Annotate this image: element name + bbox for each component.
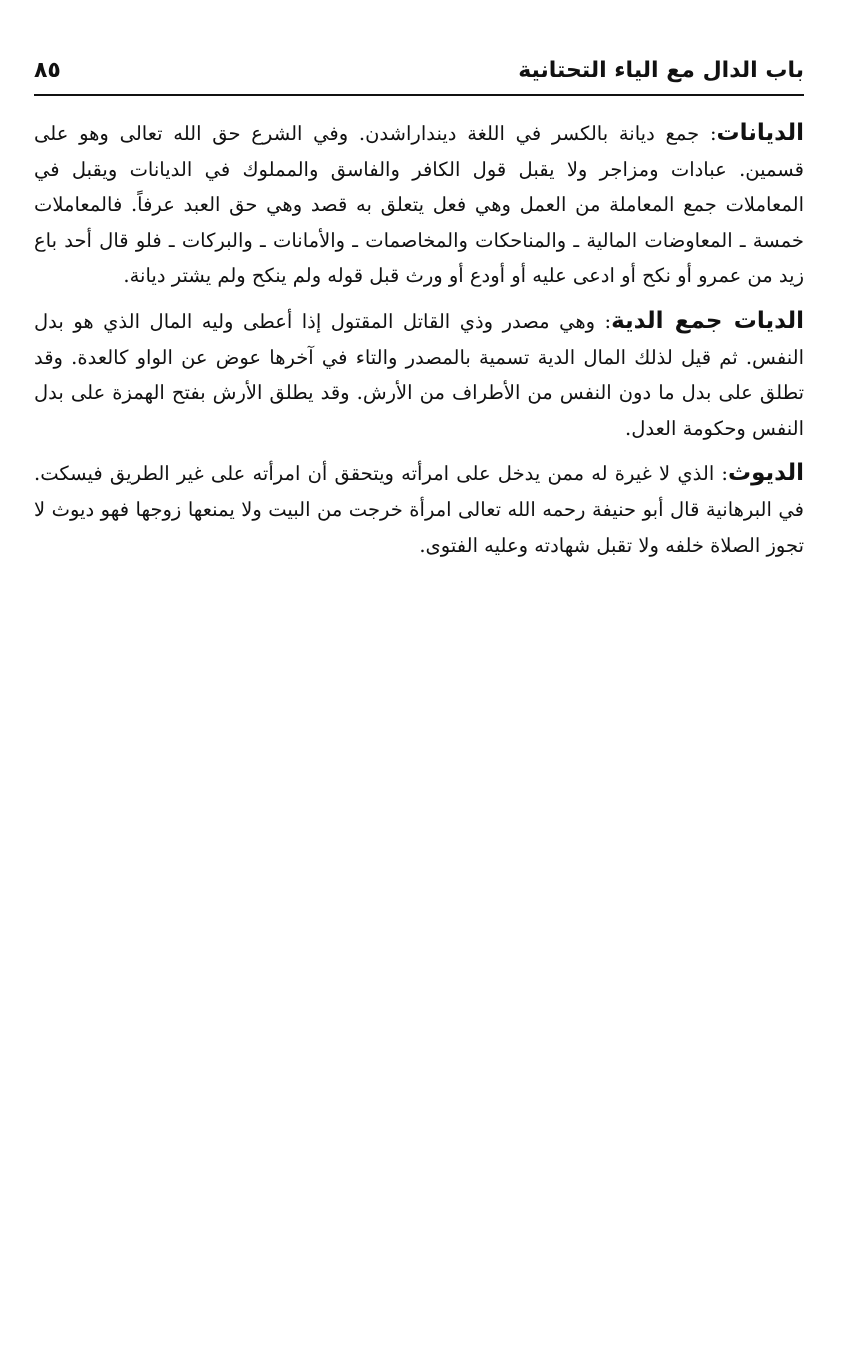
entry-term: الديوث (728, 460, 804, 487)
entry-separator: : (699, 122, 717, 145)
entry-text: وهي مصدر وذي القاتل المقتول إذا أعطى وليه المال الذي هو بدل النفس. ثم قيل لذلك المال الدية تسمية بالمصدر والتاء في آخرها عوض عن الواو كالعدة. وقد تطلق على بدل ما دون النفس من الأطراف من الأرش. وقد يطلق الأرش بفتح الهمزة على بدل النفس وحكومة العدل. (34, 309, 804, 440)
entry-separator: : (595, 309, 612, 333)
entry-dayyuth (34, 456, 804, 563)
page-number: ٨٥ (34, 58, 61, 83)
entry-diyat (34, 304, 804, 446)
entry-text: الذي لا غيرة له ممن يدخل على امرأته ويتحقق أن امرأته على غير الطريق فيسكت. في البرهانية قال أبو حنيفة رحمه الله تعالى امرأة خرجت من البيت ولا يمنعها زوجها فهو ديوث لا تجوز الصلاة خلفه ولا تقبل شهادته وعليه الفتوى. (34, 462, 804, 557)
entry-diyanat (34, 116, 804, 294)
entry-text: جمع ديانة بالكسر في اللغة دينداراشدن. وفي الشرع حق الله تعالى وهو على قسمين. عبادات ومزاجر ولا يقبل قول الكافر والفاسق والمملوك في الديانات ويقبل في المعاملات جمع المعاملة من العمل وهي فعل يتعلق به قصد وهي حق العبد عرفاً. فالمعاملات خمسة ـ المعاوضات المالية ـ والمناحكات والمخاصمات ـ والأمانات ـ والبركات ـ فلو قال أحد باع زيد من عمرو أو نكح أو ادعى عليه أو أودع أو ورث قبل قوله ولم ينكح ولم يشتر ديانة. (34, 122, 804, 288)
entry-separator: : (714, 462, 728, 486)
page-header (34, 52, 804, 96)
entry-term: الديات جمع الدية (611, 307, 804, 334)
running-title: باب الدال مع الياء التحتانية (518, 58, 804, 83)
page-body (34, 116, 804, 573)
entry-term: الديانات (716, 120, 804, 146)
